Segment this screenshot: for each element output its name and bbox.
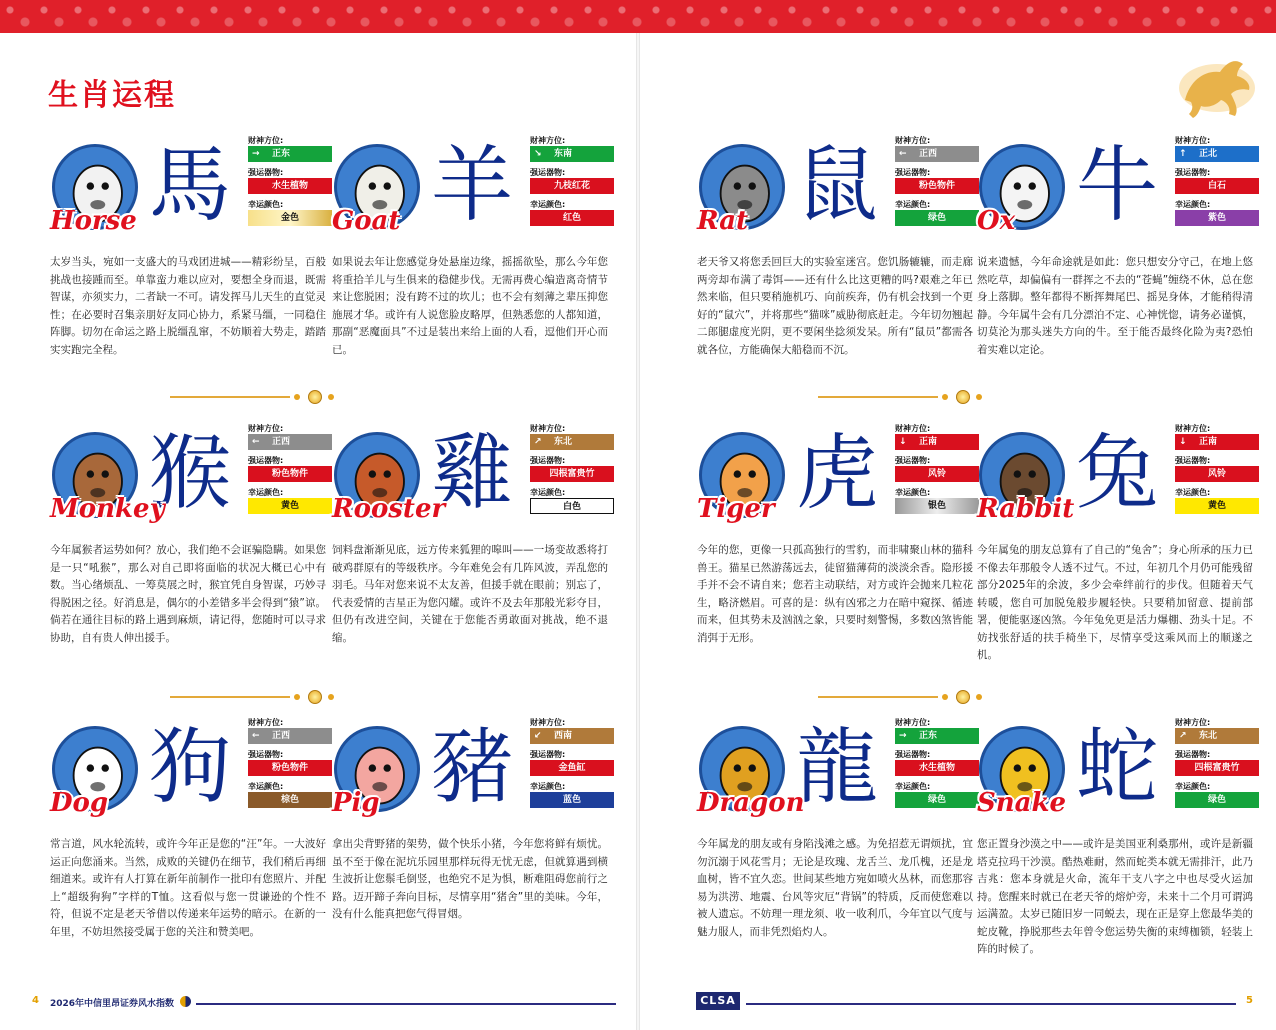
- fortune-text: 常言道，风水轮流转，或许今年正是您的“汪”年。一大波好运正向您涌来。当然，成败的关键仍在细节，我们稍后再细细道来。或许有人打算在新年前制作一批印有您照片、并配上“超级狗狗”字样的T恤。这看似与您一贯谦逊的个性不符，但说不定是老天爷借以传递来年运势的暗示。在新的一年里，不妨坦然接受属于您的关注和赞美吧。: [50, 838, 326, 938]
- color-label: 幸运颜色:: [1175, 488, 1211, 497]
- direction-text: 正北: [1199, 149, 1218, 159]
- item-label: 强运器物:: [1175, 750, 1211, 759]
- lucky-color-value: 绿色: [1175, 792, 1259, 808]
- lucky-color-value: 绿色: [895, 792, 979, 808]
- fortune-info-panel: [1175, 136, 1259, 232]
- color-label: 幸运颜色:: [248, 782, 284, 791]
- item-label: 强运器物:: [248, 456, 284, 465]
- direction-label: 财神方位:: [248, 424, 284, 433]
- item-label: 强运器物:: [530, 456, 566, 465]
- top-decorative-band: [0, 0, 1276, 33]
- direction-value: [895, 146, 979, 162]
- zodiac-card-pig: [330, 718, 620, 973]
- direction-text: 正西: [272, 437, 291, 447]
- direction-value: [1175, 146, 1259, 162]
- direction-label: 财神方位:: [530, 718, 566, 727]
- chinese-character: 蛇: [1075, 720, 1158, 815]
- chinese-character: 兔: [1075, 426, 1158, 521]
- direction-text: 东北: [1199, 731, 1218, 741]
- chinese-character: 虎: [795, 426, 878, 521]
- item-value: 四根富贵竹: [1175, 760, 1259, 776]
- fortune-text: 如果说去年让您感觉身处悬崖边缘，摇摇欲坠，那么今年您将重拾羊儿与生俱来的稳健步伐。无需再费心编造离奇情节来让您脱困；没有跨不过的坎儿；也不会有刻薄之辈压抑您施展才华。或许有人说您脸皮略厚，但熟悉您的人都知道，那副“恶魔面具”不过是装出来给上面的人看，逗他们开心而已。: [332, 256, 608, 356]
- direction-text: 东南: [554, 149, 573, 159]
- lucky-color-value: 蓝色: [530, 792, 614, 808]
- color-label: 幸运颜色:: [248, 488, 284, 497]
- fortune-text: 太岁当头，宛如一支盛大的马戏团进城——精彩纷呈，百般挑战也接踵而至。单靠蛮力难以应对，要想全身而退，既需智谋，亦须实力，二者缺一不可。请发挥马儿天生的直觉灵性；在必要时召集亲朋好友同心协力，系紧马缰，一同稳住阵脚。切勿在命运之路上脱缰乱窜，不妨顺着大势走，踏踏实实跑完全程。: [50, 256, 326, 356]
- section-divider: [818, 690, 1108, 704]
- lucky-color-value: 黄色: [248, 498, 332, 514]
- lucky-color-value: 金色: [248, 210, 332, 226]
- zodiac-card-rooster: [330, 424, 620, 679]
- direction-text: 正东: [272, 149, 291, 159]
- chinese-character: 狗: [148, 720, 231, 815]
- lucky-color-value: 紫色: [1175, 210, 1259, 226]
- direction-text: 正东: [919, 731, 938, 741]
- zodiac-card-goat: [330, 136, 620, 391]
- direction-label: 财神方位:: [530, 424, 566, 433]
- direction-text: 正西: [919, 149, 938, 159]
- direction-arrow-icon: ↗: [534, 437, 542, 447]
- zodiac-card-snake: [975, 718, 1265, 973]
- color-label: 幸运颜色:: [1175, 782, 1211, 791]
- fortune-text: 拿出尖背野猪的架势，做个快乐小猪，今年您将鲜有烦忧。虽不至于像在泥坑乐园里那样玩得无忧无虑，但就算遇到横生波折让您鬃毛倒竖，也绝究不足为惧，断难阻碍您前行之路。迈开蹄子奔向目标，尽情享用“猪舍”里的美味。今年，没有什么能真把您气得冒烟。: [332, 838, 608, 920]
- item-label: 强运器物:: [1175, 456, 1211, 465]
- fortune-text: 您正置身沙漠之中——或许是美国亚利桑那州，或许是新疆塔克拉玛干沙漠。酷热难耐，然而蛇类本就无需排汗，此乃吉兆：您本身就是火命，流年干支八字之中也尽受火运加持。您醒来时就已在老天爷的熔炉旁，未来十二个月可谓鸿运满盈。太岁已随旧岁一同蜕去，现在正是穿上您最华美的蛇皮靴，挣脱那些去年曾令您运势失衡的束缚枷锁，轻装上阵的时候了。: [977, 838, 1253, 955]
- color-label: 幸运颜色:: [530, 200, 566, 209]
- direction-label: 财神方位:: [895, 136, 931, 145]
- color-label: 幸运颜色:: [895, 488, 931, 497]
- direction-value: [248, 146, 332, 162]
- color-label: 幸运颜色:: [530, 782, 566, 791]
- zodiac-card-dog: [48, 718, 338, 973]
- lucky-color-value: 银色: [895, 498, 979, 514]
- direction-arrow-icon: ←: [899, 149, 907, 159]
- direction-arrow-icon: ←: [252, 437, 260, 447]
- direction-arrow-icon: ←: [252, 731, 260, 741]
- lucky-color-value: 棕色: [248, 792, 332, 808]
- english-name: Ox: [977, 206, 1016, 236]
- english-name: Pig: [332, 788, 380, 818]
- clsa-logo: CLSA: [696, 992, 740, 1010]
- direction-label: 财神方位:: [248, 718, 284, 727]
- page-number-right: 5: [1246, 995, 1253, 1006]
- item-value: 风铃: [895, 466, 979, 482]
- zodiac-card-horse: [48, 136, 338, 391]
- yin-yang-icon: [180, 996, 191, 1007]
- item-label: 强运器物:: [248, 750, 284, 759]
- direction-text: 东北: [554, 437, 573, 447]
- direction-label: 财神方位:: [248, 136, 284, 145]
- direction-value: [1175, 728, 1259, 744]
- chinese-character: 牛: [1075, 138, 1158, 233]
- direction-arrow-icon: ↙: [534, 731, 542, 741]
- fortune-info-panel: [248, 718, 332, 814]
- item-label: 强运器物:: [895, 456, 931, 465]
- direction-arrow-icon: →: [252, 149, 260, 159]
- direction-text: 西南: [554, 731, 573, 741]
- direction-text: 正西: [272, 731, 291, 741]
- item-label: 强运器物:: [895, 750, 931, 759]
- zodiac-card-rabbit: [975, 424, 1265, 679]
- fortune-text: 说来遗憾，今年命途就是如此：您只想安分守己，在地上悠然吃草，却偏偏有一群挥之不去的“苍蝇”缠绕不休，总在您身上落脚。整年都得不断挥舞尾巴、摇晃身体，才能稍得清静。今年属牛会有几分漂泊不定、心神恍惚，请务必谨慎，切莫沦为那头迷失方向的牛。至于能否最终化险为夷?恐怕着实难以定论。: [977, 256, 1253, 356]
- direction-value: [248, 434, 332, 450]
- page-number-left: 4: [32, 995, 39, 1006]
- english-name: Dragon: [697, 788, 805, 818]
- direction-value: [1175, 434, 1259, 450]
- direction-label: 财神方位:: [1175, 718, 1211, 727]
- item-label: 强运器物:: [530, 168, 566, 177]
- section-divider: [170, 390, 460, 404]
- english-name: Monkey: [50, 494, 165, 524]
- fortune-info-panel: [895, 136, 979, 232]
- chinese-character: 龍: [795, 720, 878, 815]
- item-value: 九枝红花: [530, 178, 614, 194]
- item-label: 强运器物:: [895, 168, 931, 177]
- color-label: 幸运颜色:: [530, 488, 566, 497]
- fortune-info-panel: [530, 718, 614, 814]
- color-label: 幸运颜色:: [895, 782, 931, 791]
- lucky-color-value: 黄色: [1175, 498, 1259, 514]
- direction-arrow-icon: ↓: [1179, 437, 1187, 447]
- direction-arrow-icon: ↘: [534, 149, 542, 159]
- section-divider: [170, 690, 460, 704]
- direction-text: 正南: [1199, 437, 1218, 447]
- lucky-color-value: 绿色: [895, 210, 979, 226]
- fortune-info-panel: [248, 136, 332, 232]
- direction-arrow-icon: ↓: [899, 437, 907, 447]
- direction-value: [895, 434, 979, 450]
- english-name: Tiger: [697, 494, 775, 524]
- fortune-text: 老天爷又将您丢回巨大的实验室迷宫。您饥肠辘辘，而走廊两旁却布满了毒饵——还有什么比这更糟的吗?艰难之年已然来临，但只要稍施机巧、向前疾奔，仍有机会找到一个更好的“鼠穴”，并将那些“猫咪”威胁彻底赶走。今年切勿翘起二郎腿虚度光阴，更不要闲坐捻须发呆。所有“鼠员”都需各就各位，方能确保大船稳而不沉。: [697, 256, 973, 356]
- page-spine: [636, 33, 640, 1030]
- english-name: Rooster: [332, 494, 446, 524]
- direction-arrow-icon: →: [899, 731, 907, 741]
- fortune-text: 今年属兔的朋友总算有了自己的“兔舍”；身心所承的压力已不像去年那般令人透不过气。不过，年初几个月仍可能残留部分2025年的余波，多少会牵绊前行的步伐。但随着天气转暖，您自可加脱兔般步履轻快。只要稍加留意、提前部署，便能驱逐凶煞。今年兔免更是活力爆棚、劲头十足。不妨找张舒适的扶手椅坐下，尽情享受这乘风而上的顺遂之机。: [977, 544, 1253, 661]
- chinese-character: 馬: [148, 138, 231, 233]
- direction-label: 财神方位:: [1175, 136, 1211, 145]
- item-value: 四根富贵竹: [530, 466, 614, 482]
- item-value: 水生植物: [248, 178, 332, 194]
- direction-value: [248, 728, 332, 744]
- direction-label: 财神方位:: [1175, 424, 1211, 433]
- english-name: Rabbit: [977, 494, 1075, 524]
- direction-label: 财神方位:: [530, 136, 566, 145]
- color-label: 幸运颜色:: [895, 200, 931, 209]
- golden-horse-icon: [1165, 50, 1260, 125]
- fortune-text: 今年属猴者运势如何？放心，我们绝不会诓骗隐瞒。如果您是一只“吼猴”，那么对自己即将面临的状况大概已心中有数。当心绪烦乱、一筹莫展之时，猴宜凭自身智谋，巧妙寻得脱困之径。好消息是，偶尔的小差错多半会得到“猿”谅。倘若在通往目标的路上遇到麻烦，请记得，您随时可以寻求协助，自有贵人伸出援手。: [50, 544, 326, 644]
- item-label: 强运器物:: [1175, 168, 1211, 177]
- item-value: 粉色物件: [248, 466, 332, 482]
- footer-rule-right: [746, 1003, 1236, 1005]
- fortune-info-panel: [530, 136, 614, 232]
- direction-arrow-icon: ↑: [1179, 149, 1187, 159]
- english-name: Dog: [50, 788, 109, 818]
- item-value: 粉色物件: [895, 178, 979, 194]
- fortune-info-panel: [530, 424, 614, 520]
- footer-rule-left: [196, 1003, 616, 1005]
- zodiac-card-tiger: [695, 424, 985, 679]
- fortune-info-panel: [895, 424, 979, 520]
- fortune-text: 饲料盘渐渐见底，远方传来狐狸的嗥叫——一场变故悉将打破鸡群原有的等级秩序。今年难免会有几阵风波，弄乱您的羽毛。马年对您来说不太友善，但援手就在眼前；别忘了，代表爱情的吉星正为您闪耀。或许不及去年那般光彩夺目，但仍有改进空间，关键在于您能否勇敢面对挑战，绝不退缩。: [332, 544, 608, 644]
- footer-title: 2026年中信里昂证券风水指数: [50, 999, 175, 1009]
- page-title: 生肖运程: [48, 78, 176, 113]
- english-name: Rat: [697, 206, 749, 236]
- chinese-character: 豬: [430, 720, 513, 815]
- direction-label: 财神方位:: [895, 718, 931, 727]
- zodiac-card-dragon: [695, 718, 985, 973]
- color-label: 幸运颜色:: [1175, 200, 1211, 209]
- fortune-info-panel: [895, 718, 979, 814]
- zodiac-card-rat: [695, 136, 985, 391]
- zodiac-card-ox: [975, 136, 1265, 391]
- fortune-text: 今年的您，更像一只孤高独行的雪豹，而非啸聚山林的猫科兽王。猫星已然游荡远去，徒留猫薄荷的淡淡余香。隐形援手并不会不请自来；您若主动联结，对方或许会抛来几粒花生，略济燃眉。可喜的是：纵有凶邪之力在暗中窥探、循迹而来，但其势未及汹汹之象，只要时刻警惕，多数凶煞皆能消弭于无形。: [697, 544, 973, 644]
- direction-value: [530, 728, 614, 744]
- direction-arrow-icon: ↗: [1179, 731, 1187, 741]
- item-value: 粉色物件: [248, 760, 332, 776]
- english-name: Goat: [332, 206, 401, 236]
- item-value: 水生植物: [895, 760, 979, 776]
- fortune-info-panel: [1175, 718, 1259, 814]
- english-name: Horse: [50, 206, 137, 236]
- direction-text: 正南: [919, 437, 938, 447]
- chinese-character: 羊: [430, 138, 513, 233]
- direction-value: [895, 728, 979, 744]
- chinese-character: 鼠: [795, 138, 878, 233]
- english-name: Snake: [977, 788, 1067, 818]
- fortune-info-panel: [1175, 424, 1259, 520]
- direction-value: [530, 146, 614, 162]
- fortune-text: 今年属龙的朋友或有身陷浅滩之感。为免招惹无谓烦扰，宜勿沉溺于风花雪月；无论是玫瑰、龙舌兰、龙爪槐，还是龙血树，皆不宜久恋。世间某些地方宛如喷火丛林，而您那容易为洪涝、地震、台风等灾厄“背锅”的特质，反而使您难以被人遗忘。不妨理一理龙须、收一收利爪，今年宜以气度与魅力服人，而非凭烈焰灼人。: [697, 838, 973, 938]
- chinese-character: 猴: [148, 426, 231, 521]
- zodiac-card-monkey: [48, 424, 338, 679]
- direction-value: [530, 434, 614, 450]
- section-divider: [818, 390, 1108, 404]
- lucky-color-value: 红色: [530, 210, 614, 226]
- lucky-color-value: 白色: [530, 498, 614, 514]
- color-label: 幸运颜色:: [248, 200, 284, 209]
- chinese-character: 雞: [430, 426, 513, 521]
- item-value: 风铃: [1175, 466, 1259, 482]
- fortune-info-panel: [248, 424, 332, 520]
- item-label: 强运器物:: [530, 750, 566, 759]
- item-value: 白石: [1175, 178, 1259, 194]
- item-label: 强运器物:: [248, 168, 284, 177]
- item-value: 金鱼缸: [530, 760, 614, 776]
- direction-label: 财神方位:: [895, 424, 931, 433]
